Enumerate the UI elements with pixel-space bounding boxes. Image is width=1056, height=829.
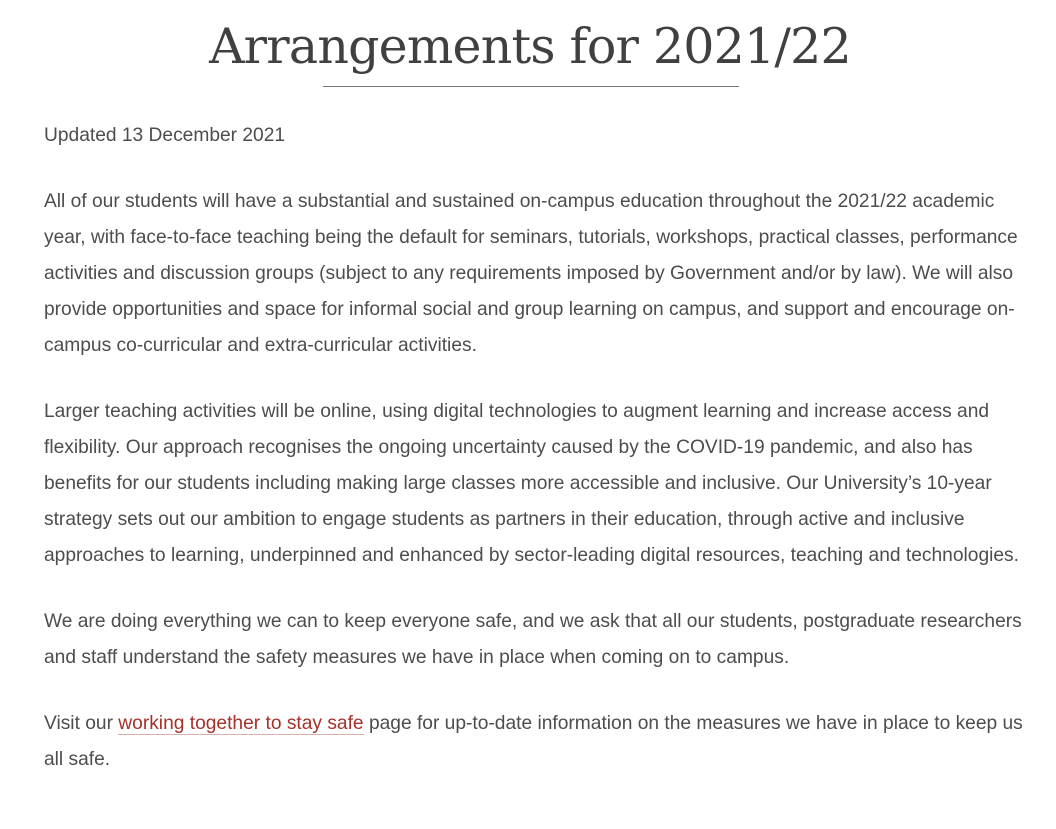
article-body bbox=[44, 118, 1029, 808]
paragraph-safety: We are doing everything we can to keep everyone safe, and we ask that all our students, postgraduate researchers and staff understand the safety measures we have in place when coming on to campus. bbox=[44, 611, 1022, 668]
updated-date: Updated 13 December 2021 bbox=[44, 125, 286, 146]
link-trailing-text: page for up-to-date information on the measures we have in place to keep us all safe. bbox=[44, 713, 1023, 770]
paragraph-online-teaching: Larger teaching activities will be online, using digital technologies to augment learning and increase access and flexibility. Our approach recognises the ongoing uncertainty caused by the COVID-19 pandemic, and also has benefits for our students including making large classes more accessible and inclusive. Our University’s 10-year strategy sets out our ambition to engage students as partners in their education, through active and inclusive approaches to learning, underpinned and enhanced by sector-leading digital resources, teaching and technologies. bbox=[44, 401, 1019, 566]
page-title: Arrangements for 2021/22 bbox=[209, 18, 851, 75]
link-lead-text: Visit our bbox=[44, 713, 119, 734]
paragraph-on-campus-education: All of our students will have a substantial and sustained on-campus education throughout the 2021/22 academic year, with face-to-face teaching being the default for seminars, tutorials, workshops, practical classes, performance activities and discussion groups (subject to any requirements imposed by Government and/or by law). We will also provide opportunities and space for informal social and group learning on campus, and support and encourage on-campus co-curricular and extra-curricular activities. bbox=[44, 191, 1018, 356]
title-area bbox=[0, 12, 1056, 82]
paragraph-stay-safe-link bbox=[44, 706, 1029, 778]
working-together-link[interactable]: working together to stay safe bbox=[118, 713, 364, 734]
title-underline bbox=[323, 86, 739, 87]
